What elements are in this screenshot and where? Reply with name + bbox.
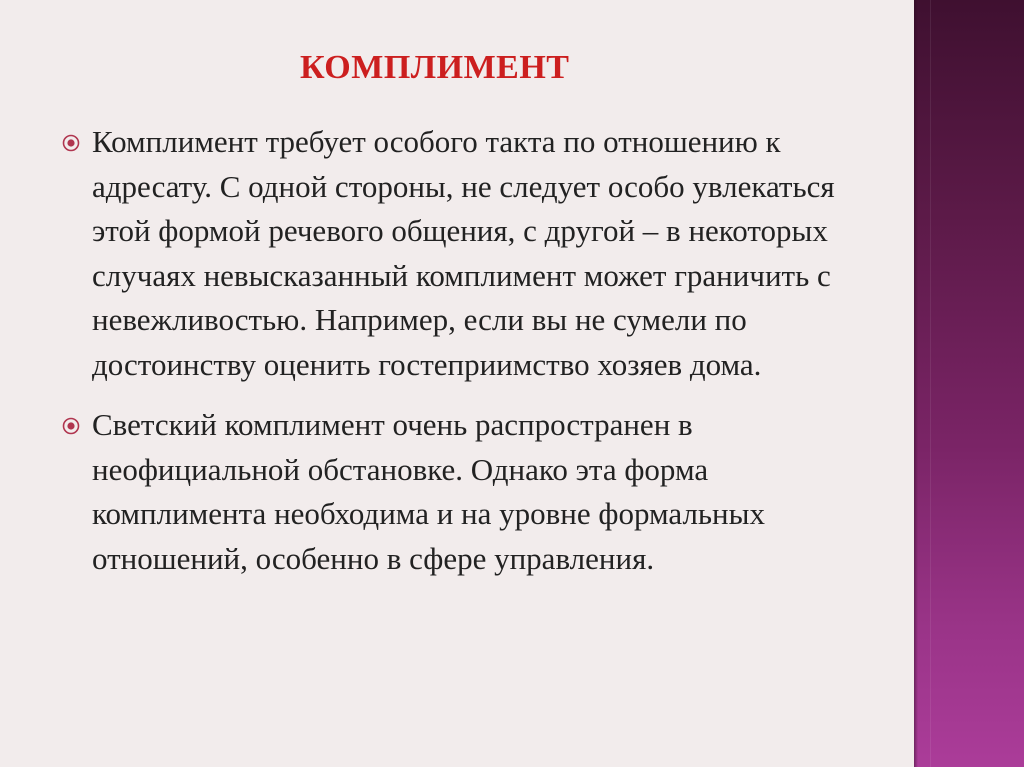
side-band-stripe <box>930 0 931 767</box>
bullet-item <box>62 120 862 387</box>
circle-bullet-icon <box>62 134 80 152</box>
side-band-shadow <box>914 0 918 767</box>
bullet-text: Комплимент требует особого такта по отношению к адресату. С одной стороны, не следует особо увлекаться этой формой речевого общения, с другой – в некоторых случаях невысказанный комплимент может граничить с невежливостью. Например, если вы не сумели по достоинству оценить гостеприимство хозяев дома. <box>92 124 835 382</box>
bullet-text: Светский комплимент очень распространен в неофициальной обстановке. Однако эта форма комплимента необходима и на уровне формальных отношений, особенно в сфере управления. <box>92 407 765 576</box>
bullet-list <box>62 120 862 597</box>
slide-title: КОМПЛИМЕНТ <box>300 49 570 86</box>
bullet-item <box>62 403 862 581</box>
circle-bullet-icon <box>62 417 80 435</box>
